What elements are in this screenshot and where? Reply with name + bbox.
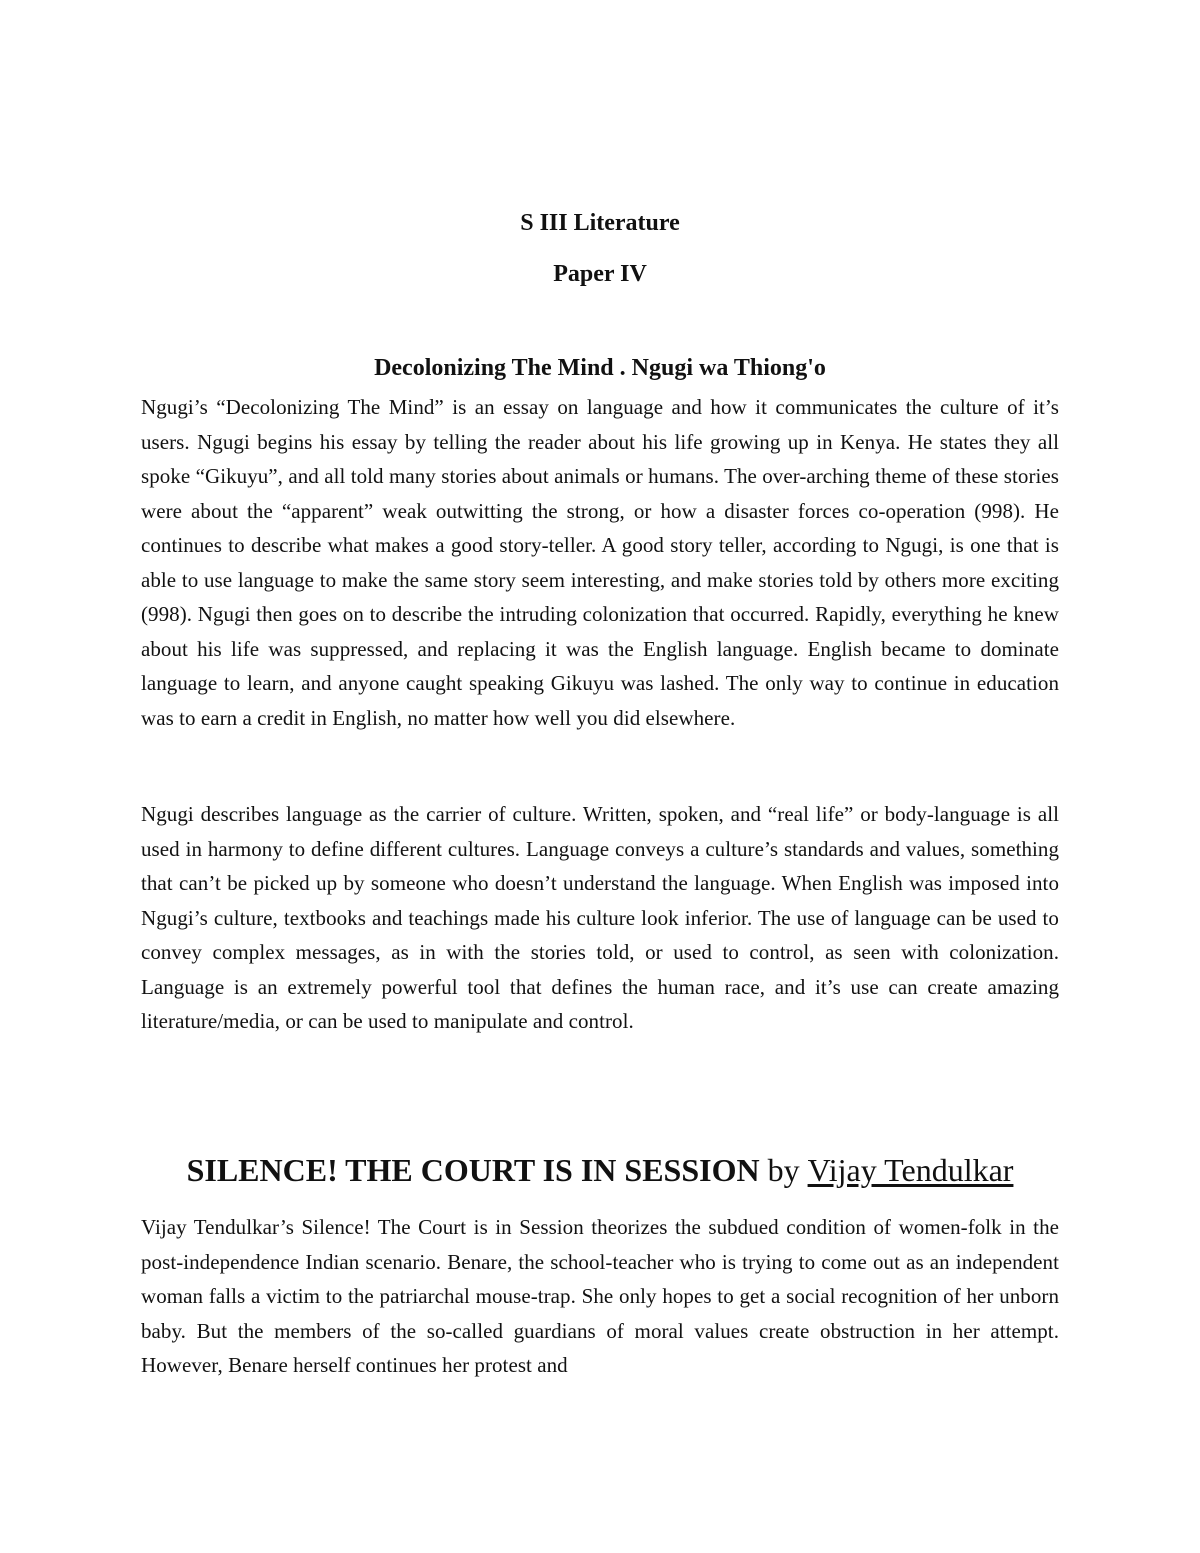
section-heading-silence: [0, 1148, 1200, 1192]
byline-word: by: [767, 1152, 800, 1188]
paragraph-silence-1: Vijay Tendulkar’s Silence! The Court is in Session theorizes the subdued condition of women-folk in the post-independence Indian scenario. Benare, the school-teacher who is trying to come out as an independent woman falls a victim to the patriarchal mouse-trap. She only hopes to get a social recognition of her unborn baby. But the members of the so-called guardians of moral values create obstruction in her attempt. However, Benare herself continues her protest and: [141, 1215, 1059, 1377]
play-title: SILENCE! THE COURT IS IN SESSION: [186, 1152, 760, 1188]
section-heading-decolonizing: Decolonizing The Mind . Ngugi wa Thiong'o: [374, 355, 826, 381]
paragraph-decolonizing-2: Ngugi describes language as the carrier of culture. Written, spoken, and “real life” or body-language is all used in harmony to define different cultures. Language conveys a culture’s standards and values, something that can’t be picked up by someone who doesn’t understand the language. When English was imposed into Ngugi’s culture, textbooks and teachings made his culture look inferior. The use of language can be used to convey complex messages, as in with the stories told, or used to control, as seen with colonization. Language is an extremely powerful tool that defines the human race, and it’s use can create amazing literature/media, or can be used to manipulate and control.: [141, 802, 1059, 1033]
paper-title: Paper IV: [553, 261, 647, 287]
course-title: S III Literature: [520, 210, 680, 236]
author-link[interactable]: Vijay Tendulkar: [807, 1152, 1014, 1188]
paragraph-decolonizing-1: Ngugi’s “Decolonizing The Mind” is an essay on language and how it communicates the culture of it’s users. Ngugi begins his essay by telling the reader about his life growing up in Kenya. He states they all spoke “Gikuyu”, and all told many stories about animals or humans. The over-arching theme of these stories were about the “apparent” weak outwitting the strong, or how a disaster forces co-operation (998). He continues to describe what makes a good story-teller. A good story teller, according to Ngugi, is one that is able to use language to make the same story seem interesting, and make stories told by others more exciting (998). Ngugi then goes on to describe the intruding colonization that occurred. Rapidly, everything he knew about his life was suppressed, and replacing it was the English language. English became to dominate language to learn, and anyone caught speaking Gikuyu was lashed. The only way to continue in education was to earn a credit in English, no matter how well you did elsewhere.: [141, 395, 1059, 730]
